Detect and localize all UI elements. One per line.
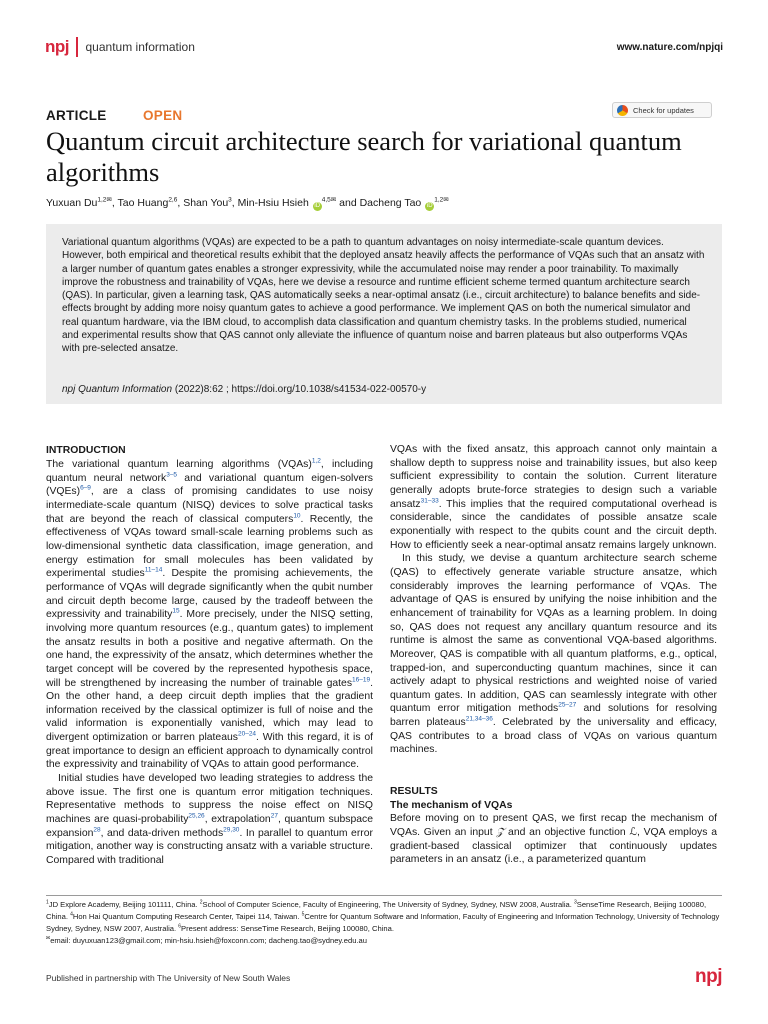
author-name[interactable]: , Min-Hsiu Hsieh xyxy=(231,197,312,209)
paragraph: In this study, we devise a quantum architecture search scheme (QAS) to effectively generate variable structure ansatze, which considerably improves the learning performance of VQAs. The advantage of QAS is ensured by unifying the noise inhibition and the enhancement of trainability for VQAs as a learning problem. In doing so, QAS does not request any ancillary quantum resource and its runtime is almost the same as conventional VQA-based algorithms. Moreover, QAS is compatible with all quantum platforms, e.g., optical, trapped-ion, and superconducting quantum machines, since it can actively adapt to physical restrictions and weighted noise of varied quantum gates. In addition, QAS can seamlessly integrate with other quantum error mitigation methods$^{25-27}$ and solutions for resolving barren plateaus$^{21,34-36}$. Celebrated by the universality and efficacy, QAS contributes to a broad class of VQAs on various quantum machines. xyxy=(390,553,717,756)
reference-link[interactable]: 29,30 xyxy=(223,826,240,834)
affiliation-footnotes: $^1$JD Explore Academy, Beijing 101111, China. $^2$School of Computer Science, Faculty of Engineering, The University of Sydney, Sydney, NSW 2008, Australia. $^3$SenseTime Research, Beijing 100080, China. $^4$Hon Hai Quantum Computing Research Center, Taipei 114, Taiwan. $^5$Centre for Quantum Software and Information, Faculty of Engineering and Information Technology, University of Technology Sydney, Sydney, NSW 2007, Australia. $^6$Present address: SenseTime Research, Beijing 100080, China. ✉email: duyuxuan123@gmail.com; min-hsiu.hsieh@foxconn.com; dacheng.tao@sydney.edu.au xyxy=(46,899,720,945)
paragraph: The variational quantum learning algorithms (VQAs)$^{1,2}$, including quantum neural network$^{3-5}$ and variational quantum eigen-solvers (VQEs)$^{6-9}$, are a class of promising candidates to use noisy intermediate-scale quantum (NISQ) devices to solve practical tasks that are beyond the reach of classical computers$^{10}$. Recently, the effectiveness of VQAs toward small-scale learning problems such as low-dimensional synthetic data classification, image generation, and energy estimation for small molecules has been validated by experimental studies$^{11-14}$. Despite the promising achievements, the performance of VQAs will degrade significantly when the qubit number and circuit depth become large, caused by the tradeoff between the expressivity and trainability$^{15}$. More precisely, under the NISQ setting, involving more quantum resources (e.g., quantum gates) to implement the ansatz results in both a positive and negative aftermath. On the one hand, the expressivity of the ansatz, which determines whether the target concept will be covered by the represented hypothesis space, will be strengthened by increasing the number of trainable gates$^{16-19}$. On the other hand, a deep circuit depth implies that the gradient information received by the classical optimizer is full of noise and the valid information is exponentially vanished, which may lead to divergent optimization or barren plateaus$^{20-24}$. With this regard, it is of great importance to design an efficient approach to dynamically control the expressivity and trainability of VQAs to attain good performance. xyxy=(46,457,374,771)
npj-footer-logo: npj xyxy=(695,966,722,987)
abstract-text: Variational quantum algorithms (VQAs) are expected to be a path to quantum advantages on noisy intermediate-scale quantum devices. However, both empirical and theoretical results exhibit that the deployed ansatz heavily affects the performance of VQAs such that an ansatz with a larger number of quantum gates enables a stronger expressivity, while the accumulated noise may render a poor trainability. To maximally improve the robustness and trainability of VQAs, here we devise a resource and runtime efficient scheme termed quantum architecture search (QAS). In particular, given a learning task, QAS automatically seeks a near-optimal ansatz (i.e., circuit architecture) to balance benefits and side-effects brought by adding more noisy quantum gates to achieve a good performance. We implement QAS on both the numerical simulator and real quantum hardware, via the IBM cloud, to accomplish data classification and quantum chemistry tasks. In the problems studied, numerical and experimental results show that QAS cannot only alleviate the influence of quantum noise and barren plateaus but also outperforms VQAs with pre-selected ansatze. xyxy=(62,237,705,355)
orcid-icon[interactable]: iD xyxy=(314,203,321,209)
brand-divider xyxy=(76,37,78,57)
reference-link[interactable]: 31–33 xyxy=(420,497,439,505)
paragraph: Before moving on to present QAS, we first recap the mechanism of VQAs. Given an input 𝒵 and an objective function ℒ, VQA employs a gradient-based classical optimizer that continuously updates parameters in an ansatz (i.e., a parameterized quantum xyxy=(390,813,717,866)
footnote-divider xyxy=(46,895,722,896)
reference-link[interactable]: 25–27 xyxy=(558,702,577,709)
corresponding-emails[interactable]: email: duyuxuan123@gmail.com; min-hsiu.hsieh@foxconn.com; dacheng.tao@sydney.edu.au xyxy=(50,936,367,945)
author-name[interactable]: , Tao Huang xyxy=(111,197,169,209)
crossmark-icon xyxy=(617,105,628,116)
email-icon[interactable]: ✉ xyxy=(106,196,112,204)
reference-link[interactable]: 28 xyxy=(93,826,101,834)
article-title: Quantum circuit architecture search for variational quantum algorithms xyxy=(46,126,682,187)
journal-brand xyxy=(45,37,195,57)
reference-link[interactable]: 3–5 xyxy=(166,471,178,479)
subsection-heading-mechanism: The mechanism of VQAs xyxy=(390,799,513,811)
reference-link[interactable]: 16–19 xyxy=(352,676,371,684)
citation-line xyxy=(62,384,426,395)
journal-name: quantum information xyxy=(85,40,195,54)
reference-link[interactable]: 11–14 xyxy=(144,566,163,574)
paragraph: Initial studies have developed two leading strategies to address the above issue. The first one is quantum error mitigation techniques. Representative methods to suppress the noise effect on NISQ machines are quasi-probability$^{25,26}$, extrapolation$^{27}$, quantum subspace expansion$^{28}$, and data-driven methods$^{29,30}$. In parallel to quantum error mitigation, another way is constructing ansatz with a variable structure. Compared with traditional xyxy=(46,773,373,867)
email-icon: ✉ xyxy=(46,935,51,942)
reference-link[interactable]: 1,2 xyxy=(311,457,321,465)
reference-link[interactable]: 6–9 xyxy=(80,484,91,492)
reference-link[interactable]: 20–24 xyxy=(237,730,257,738)
check-for-updates-label: Check for updates xyxy=(633,105,694,115)
author-name[interactable]: and Dacheng Tao xyxy=(336,197,425,209)
journal-url-link[interactable]: www.nature.com/npjqi xyxy=(616,42,723,53)
author-list: Yuxuan $Du^{1,2✉}$, Tao Huang$^{2,6}$, Shan You$^3$, Min-Hsiu Hsieh $iD^{4,5✉}$ and Dacheng Tao $iD^{1,2✉}$ xyxy=(46,196,449,209)
reference-link[interactable]: 25,26 xyxy=(188,812,205,820)
check-for-updates-button[interactable] xyxy=(612,102,712,118)
reference-link[interactable]: 10 xyxy=(293,512,301,520)
publisher-partnership: Published in partnership with The University of New South Wales xyxy=(46,973,291,983)
npj-logo: npj xyxy=(45,37,69,56)
citation-doi[interactable]: (2022)8:62 ; https://doi.org/10.1038/s41534-022-00570-y xyxy=(172,384,427,395)
orcid-icon[interactable]: iD xyxy=(426,203,433,209)
author-name[interactable]: Yuxuan Du xyxy=(46,197,98,209)
reference-link[interactable]: 27 xyxy=(270,812,278,820)
reference-link[interactable]: 15 xyxy=(172,607,180,615)
citation-journal: npj Quantum Information xyxy=(62,384,173,395)
open-access-label: OPEN xyxy=(143,108,183,123)
email-icon[interactable]: ✉ xyxy=(330,196,337,204)
body-column-left xyxy=(46,458,373,868)
paragraph: VQAs with the fixed ansatz, this approach cannot only maintain a shallow depth to suppress noise and trainability issues, but also keep sufficient expressibility to contain the solution. Current literature generally adopts brute-force strategies to design such a variable ansatz$^{31-33}$. This implies that the required computational overhead is considerable, since the candidates of possible ansatze scale exponentially with respect to the qubits count and the circuit depth. How to efficiently seek a near-optimal ansatz remains largely unknown. xyxy=(390,444,717,551)
section-heading-results: RESULTS xyxy=(390,786,438,798)
reference-link[interactable]: 21,34–36 xyxy=(465,715,493,723)
author-name[interactable]: , Shan You xyxy=(177,197,229,209)
section-heading-introduction: INTRODUCTION xyxy=(46,445,126,456)
body-column-right xyxy=(390,443,717,867)
email-icon[interactable]: ✉ xyxy=(443,196,449,204)
article-type-label: ARTICLE xyxy=(46,108,107,123)
